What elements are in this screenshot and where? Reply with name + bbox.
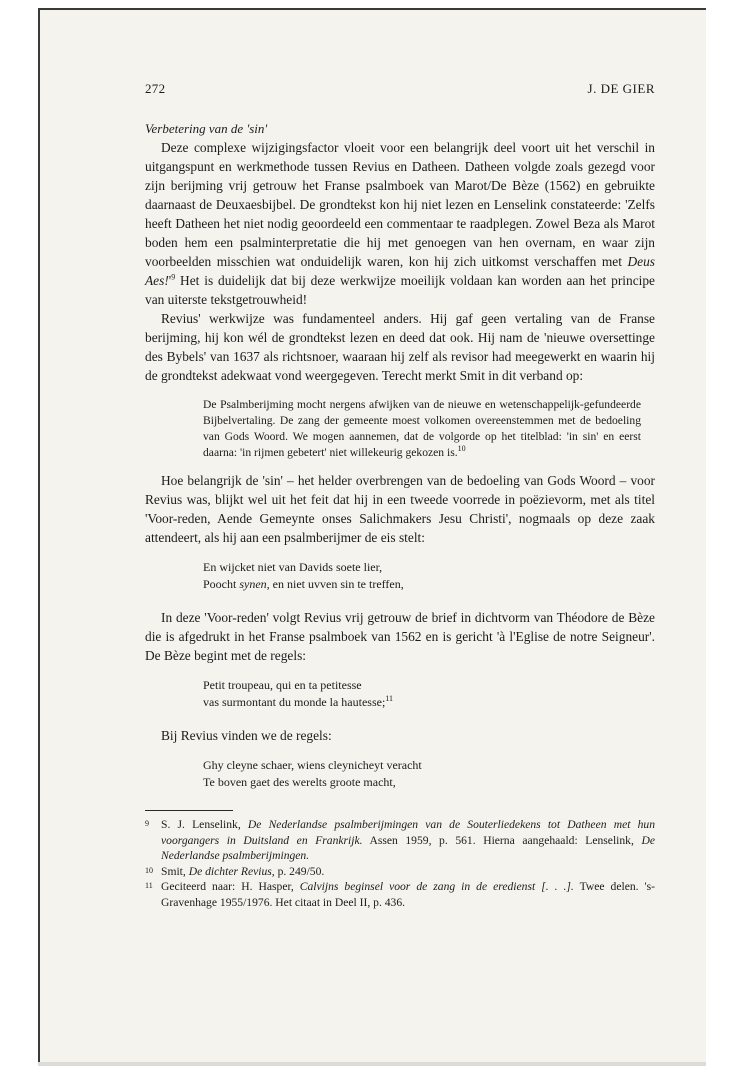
footnote-text-b: Assen 1959, p. 561. Hierna aangehaald: Lenselink,: [362, 833, 642, 847]
document-page: [145, 80, 655, 910]
footnote-text-a: Smit,: [161, 864, 189, 878]
footnote-title: Calvijns beginsel voor de zang in de eredienst [. . .].: [299, 880, 574, 893]
verse-revius-2: [203, 757, 655, 790]
page-number: 272: [145, 81, 166, 96]
footnote-title: De dichter Revius,: [188, 864, 275, 878]
page-bottom-edge: [38, 1062, 706, 1066]
section-heading: Verbetering van de 'sin': [145, 121, 268, 136]
paragraph-1-text-b: Het is duidelijk dat bij deze werkwijze moeilijk voldaan kan worden aan het principe van uiterste tekstgetrouwheid!: [145, 273, 655, 307]
footnote-text: [161, 879, 655, 910]
footnote-9: [145, 817, 655, 864]
running-head-author: J. DE GIER: [587, 81, 655, 96]
footnote-number: 9: [145, 819, 149, 828]
block-quote-text: De Psalmberijming mocht nergens afwijken van de nieuwe en wetenschappelijk-gefundeerde Bijbelvertaling. De zang der gemeente moest volkomen overeenstemmen met de bedoeling van Gods Woord. We mogen aannemen, dat de volgorde op het titelblad: 'in sin' en eerst daarna: 'in rijmen gebetert' niet willekeurig gekozen is.: [203, 398, 641, 459]
footnote-text: [161, 817, 655, 864]
verse-line: Petit troupeau, qui en ta petitesse: [203, 678, 362, 692]
footnote-number: 11: [145, 881, 153, 890]
block-quote: [203, 397, 641, 461]
footnote-text: [161, 864, 655, 880]
verse-line-text-b: en niet uvven sin te treffen,: [269, 576, 404, 591]
footnote-rule: [145, 810, 233, 811]
paragraph-1: [145, 138, 655, 309]
paragraph-1-text-a: Deze complexe wijzigingsfactor vloeit voor een belangrijk deel voort uit het verschil in uitgangspunt en werkmethode tussen Revius en Datheen. Datheen volgde zoals gezegd voor zijn berijming vrij getrouw het Franse psalmboek van Marot/De Bèze (1562) en gebruikte daarnaast de Deuxaesbijbel. De grondtekst kon hij niet lezen en Lenselink constateerde: 'Zelfs heeft Datheen het niet nodig geoordeeld een commentaar te raadplegen. Zowel Beza als Marot boden hem een psalminterpretatie die hij met genoegen van hen overnam, en waar zijn voorbeelden misschien wat onduidelijk waren, kon hij zich uitkomst verschaffen met: [145, 140, 655, 269]
footnote-ref-9: 9: [171, 272, 176, 282]
verse-line: Ghy cleyne schaer, wiens cleynicheyt veracht: [203, 758, 422, 772]
paragraph-1-quote-close: ': [168, 273, 172, 288]
footnote-text-b: Twee delen. 's-Gravenhage 1955/1976. Het citaat in Deel II, p. 436.: [161, 880, 656, 909]
paragraph-4: In deze 'Voor-reden' volgt Revius vrij getrouw de brief in dichtvorm van Théodore de Bèze die is afgedrukt in het Franse psalmboek van 1562 en is gericht 'à l'Eglise de notre Seigneur'. De Bèze begint met de regels:: [145, 610, 655, 663]
footnote-text-a: Geciteerd naar: H. Hasper,: [161, 880, 300, 893]
verse-revius-1: [203, 559, 655, 592]
footnote-ref-11: 11: [385, 693, 393, 703]
verse-line-text: vas surmontant du monde la hautesse;: [203, 694, 386, 709]
verse-de-beze: [203, 677, 655, 710]
verse-line-text-a: Poocht: [203, 576, 240, 591]
footnote-11: [145, 879, 655, 910]
paragraph-5: Bij Revius vinden we de regels:: [161, 728, 332, 743]
footnote-number: 10: [145, 865, 153, 875]
running-head: [145, 80, 655, 98]
footnote-text-a: S. J. Lenselink,: [161, 818, 248, 831]
footnote-title-short: De Nederlandse psalmberijmingen.: [161, 833, 655, 862]
verse-line: [203, 576, 655, 593]
verse-line: En wijcket niet van Davids soete lier,: [203, 560, 383, 574]
footnote-ref-10: 10: [457, 444, 466, 454]
footnote-text-b: p. 249/50.: [274, 864, 325, 878]
verse-line-emphasis: synen,: [239, 576, 270, 591]
verse-line: Te boven gaet des werelts groote macht,: [203, 774, 396, 789]
paragraph-2: Revius' werkwijze was fundamenteel anders. Hij gaf geen vertaling van de Franse berijming, hij kon wél de grondtekst lezen en deed dat ook. Hij nam de 'nieuwe oversettinge des Bybels' van 1637 als richtsnoer, waaraan hij zelf als revisor had meegewerkt en waarin hij de grondtekst adekwaat vond weergegeven. Terecht merkt Smit in dit verband op:: [145, 311, 655, 383]
footnote-title: De Nederlandse psalmberijmingen van de Souterliedekens tot Datheen met hun voorgangers in Duitsland en Frankrijk.: [161, 818, 655, 847]
paragraph-1-emphasis: Deus Aes!: [145, 254, 655, 288]
footnotes: [145, 817, 655, 910]
paragraph-3: Hoe belangrijk de 'sin' – het helder overbrengen van de bedoeling van Gods Woord – voor Revius was, blijkt wel uit het feit dat hij in een tweede voorrede in poëzievorm, met als titel 'Voor-reden, Aende Gemeynte onses Salichmakers Jesu Christi', nogmaals op deze zaak attendeert, als hij aan een psalmberijmer de eis stelt:: [145, 473, 655, 545]
footnote-10: [145, 864, 655, 880]
verse-line: [203, 694, 655, 711]
